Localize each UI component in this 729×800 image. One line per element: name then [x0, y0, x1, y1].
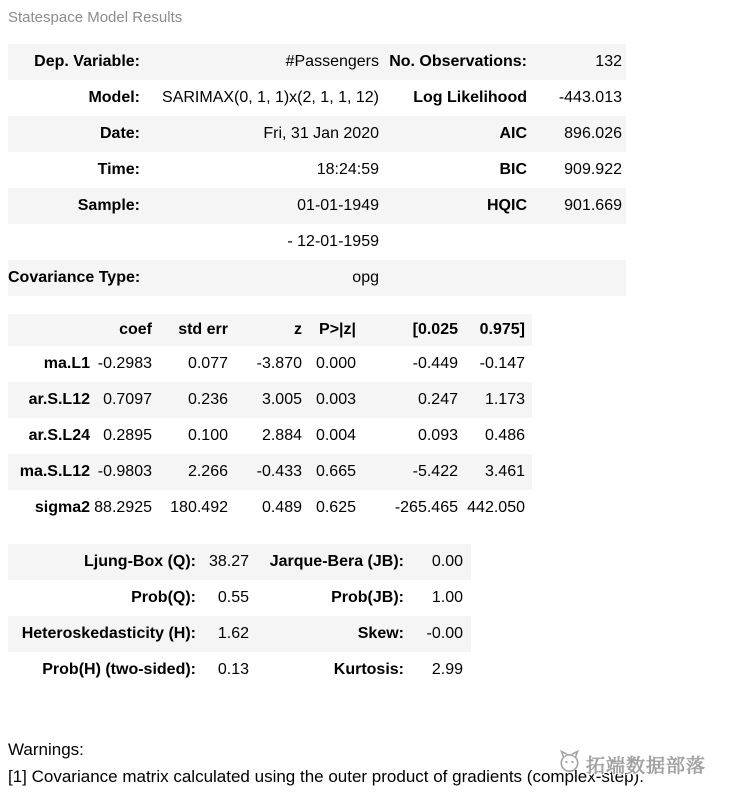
table-row: [8, 152, 626, 188]
table-row: [8, 44, 626, 80]
table-row: [8, 580, 471, 616]
row-label: Date:: [99, 125, 140, 142]
row-value: 0.00: [431, 553, 463, 570]
row-label: Dep. Variable:: [34, 53, 140, 70]
coef-value: 0.486: [484, 427, 525, 444]
coef-value: 3.005: [261, 391, 302, 408]
table-row: [8, 544, 471, 580]
coef-value: -0.433: [256, 463, 302, 480]
coef-value: 0.004: [315, 427, 356, 444]
coef-value: 0.625: [315, 499, 356, 516]
coef-row: [8, 418, 532, 454]
coef-header: [0.025: [412, 321, 458, 338]
row-label: Ljung-Box (Q):: [84, 553, 196, 570]
row-label: Model:: [88, 89, 140, 106]
coef-row-label: ma.L1: [43, 355, 90, 372]
row-label: Prob(H) (two-sided):: [42, 661, 196, 678]
row-value: -0.00: [426, 625, 463, 642]
coef-value: 0.236: [187, 391, 228, 408]
diagnostics-table: [8, 544, 471, 688]
coef-value: 0.003: [315, 391, 356, 408]
row-value: [527, 224, 626, 260]
summary-table: [8, 44, 626, 296]
coef-row: [8, 454, 532, 490]
row-label: Kurtosis:: [333, 661, 404, 678]
row-value: 18:24:59: [316, 161, 379, 178]
row-label: No. Observations:: [389, 53, 527, 70]
table-row: [8, 116, 626, 152]
coef-value: 0.247: [417, 391, 458, 408]
coef-value: -3.870: [256, 355, 302, 372]
table-row: [8, 224, 626, 260]
coef-value: -0.449: [412, 355, 458, 372]
page-title: Statespace Model Results: [8, 9, 183, 26]
coef-value: -0.9803: [97, 463, 152, 480]
row-label: Sample:: [77, 197, 140, 214]
table-row: [8, 188, 626, 224]
watermark-text: 拓端数据部落: [586, 755, 707, 777]
coef-header-row: [8, 314, 532, 346]
coef-header: std err: [178, 321, 228, 338]
table-row: [8, 80, 626, 116]
row-label: [379, 260, 527, 296]
row-value: - 12-01-1959: [287, 233, 379, 250]
coef-value: 3.461: [484, 463, 525, 480]
row-value: opg: [352, 269, 379, 286]
row-value: 01-01-1949: [297, 197, 379, 214]
table-row: [8, 260, 626, 296]
coef-header: [8, 314, 90, 346]
row-value: Fri, 31 Jan 2020: [263, 125, 379, 142]
row-value: #Passengers: [285, 53, 379, 70]
row-label: Prob(JB):: [331, 589, 404, 606]
row-label: Log Likelihood: [413, 89, 527, 106]
coef-value: 0.100: [187, 427, 228, 444]
coef-row-label: sigma2: [34, 499, 90, 516]
coef-value: 2.266: [187, 463, 228, 480]
warnings-title: Warnings:: [8, 740, 84, 759]
row-label: Time:: [97, 161, 140, 178]
coef-row-label: ma.S.L12: [19, 463, 90, 480]
row-value: 909.922: [564, 161, 622, 178]
coef-header: 0.975]: [479, 321, 525, 338]
coef-row-label: ar.S.L12: [28, 391, 90, 408]
row-value: SARIMAX(0, 1, 1)x(2, 1, 1, 12): [162, 89, 379, 106]
row-value: 1.62: [217, 625, 249, 642]
row-value: 2.99: [431, 661, 463, 678]
row-value: 0.13: [217, 661, 249, 678]
row-value: 0.55: [217, 589, 249, 606]
row-label: HQIC: [487, 197, 527, 214]
coef-value: -0.2983: [97, 355, 152, 372]
coef-value: -0.147: [479, 355, 525, 372]
coef-row-label: ar.S.L24: [28, 427, 90, 444]
coef-value: 0.7097: [103, 391, 152, 408]
watermark: [556, 748, 706, 780]
row-label: [379, 224, 527, 260]
coef-header: P>|z|: [319, 321, 356, 338]
coef-value: 88.2925: [94, 499, 152, 516]
coef-header: z: [294, 321, 302, 338]
coef-row: [8, 382, 532, 418]
warnings-block: [8, 736, 644, 790]
row-value: 1.00: [431, 589, 463, 606]
coef-value: 0.489: [261, 499, 302, 516]
row-label: Heteroskedasticity (H):: [21, 625, 196, 642]
coef-value: 0.077: [187, 355, 228, 372]
row-value: 901.669: [564, 197, 622, 214]
coef-value: 0.665: [315, 463, 356, 480]
coef-row: [8, 346, 532, 382]
row-label: Covariance Type:: [8, 269, 141, 286]
row-value: 132: [595, 53, 622, 70]
coef-value: 180.492: [170, 499, 228, 516]
warnings-line-1: [1] Covariance matrix calculated using the outer product of gradients (complex-step).: [8, 767, 644, 786]
coef-header: coef: [119, 321, 152, 338]
coef-row: [8, 490, 532, 526]
row-label: Prob(Q):: [131, 589, 196, 606]
row-label: [8, 224, 140, 260]
coef-value: 0.000: [315, 355, 356, 372]
row-value: [527, 260, 626, 296]
coef-value: 442.050: [467, 499, 525, 516]
row-value: 38.27: [208, 553, 249, 570]
coef-value: -265.465: [394, 499, 458, 516]
row-value: 896.026: [564, 125, 622, 142]
coefficients-table: [8, 314, 532, 526]
coef-value: -5.422: [412, 463, 458, 480]
coef-value: 2.884: [261, 427, 302, 444]
coef-value: 0.2895: [103, 427, 152, 444]
row-label: BIC: [499, 161, 527, 178]
coef-value: 1.173: [484, 391, 525, 408]
coef-value: 0.093: [417, 427, 458, 444]
row-label: Jarque-Bera (JB):: [269, 553, 404, 570]
row-value: -443.013: [558, 89, 622, 106]
cat-face-logo-icon: [556, 748, 583, 780]
table-row: [8, 616, 471, 652]
table-row: [8, 652, 471, 688]
row-label: AIC: [499, 125, 527, 142]
row-label: Skew:: [357, 625, 404, 642]
